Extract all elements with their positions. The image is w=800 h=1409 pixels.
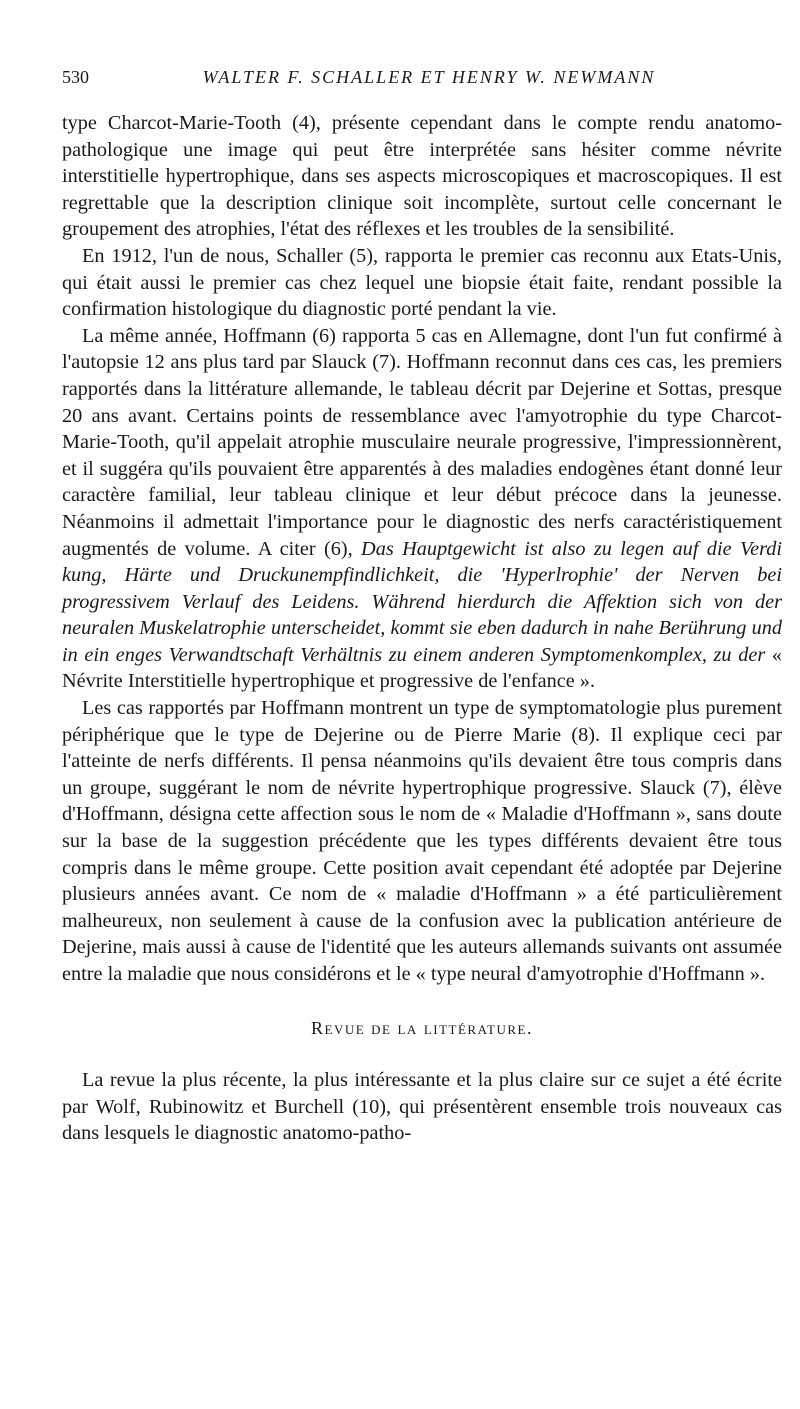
- running-title: WALTER F. SCHALLER ET HENRY W. NEWMANN: [202, 67, 656, 87]
- section-heading: Revue de la littérature.: [311, 1017, 533, 1038]
- article-body: [62, 110, 782, 1147]
- paragraph: En 1912, l'un de nous, Schaller (5), rapporta le premier cas reconnu aux Etats-Unis, qui était aussi le premier cas chez lequel une biopsie était faite, rendant possible la confirmation histologique du diagnostic porté pendant la vie.: [62, 244, 782, 321]
- page-number: 530: [62, 67, 89, 87]
- paragraph-with-quote: [62, 323, 782, 695]
- paragraph-text: La même année, Hoffmann (6) rapporta 5 cas en Allemagne, dont l'un fut confirmé à l'autopsie 12 ans plus tard par Slauck (7). Hoffmann reconnut dans ces cas, les premiers rapportés dans la littérature allemande, le tableau décrit par Dejerine et Sottas, presque 20 ans avant. Certains points de ressemblance avec l'amyotrophie du type Charcot-Marie-Tooth, qu'il appelait atrophie musculaire neurale progressive, l'impressionnèrent, et il suggéra qu'ils pouvaient être apparentés à des maladies endogènes étant donné leur caractère familial, leur tableau clinique et leur début précoce dans la jeunesse. Néanmoins il admettait l'importance pour le diagnostic des nerfs caractéristiquement augmentés de volume. A citer (6),: [62, 324, 782, 560]
- running-header: [62, 66, 726, 88]
- paragraph: Les cas rapportés par Hoffmann montrent un type de symptomatologie plus purement périphérique que le type de Dejerine ou de Pierre Marie (8). Il explique ceci par l'atteinte de nerfs différents. Il pensa néanmoins qu'ils devaient être tous compris dans un groupe, suggérant le nom de névrite hypertrophique progressive. Slauck (7), élève d'Hoffmann, désigna cette affection sous le nom de « Maladie d'Hoffmann », sans doute sur la base de la suggestion précédente que les types différents devaient être tous compris dans le même groupe. Cette position avait cependant été adoptée par Dejerine plusieurs années avant. Ce nom de « maladie d'Hoffmann » a été particulièrement malheureux, non seulement à cause de la confusion avec la publication antérieure de Dejerine, mais aussi à cause de l'identité que les auteurs allemands suivants ont assumée entre la maladie que nous considérons et le « type neural d'amyotrophie d'Hoffmann ».: [62, 697, 782, 985]
- paragraph: La revue la plus récente, la plus intéressante et la plus claire sur ce sujet a été écrite par Wolf, Rubinowitz et Burchell (10), qui présentèrent ensemble trois nouveaux cas dans lesquels le diagnostic anatomo-patho-: [62, 1069, 782, 1145]
- paragraph: type Charcot-Marie-Tooth (4), présente cependant dans le compte rendu anatomo-pathologique une image qui peut être interprétée sans hésiter comme névrite interstitielle hypertrophique, dans ses aspects microscopiques et macroscopiques. Il est regrettable que la description clinique soit incomplète, surtout celle concernant le groupement des atrophies, l'état des réflexes et les troubles de la sensibilité.: [62, 112, 782, 241]
- quote-tail: « Névrite Interstitielle hypertrophique et progressive de l'enfance ».: [62, 643, 782, 693]
- german-quote: Das Hauptgewicht ist also zu legen auf die Verdi kung, Härte und Druckunempfindlichkeit, die 'Hyperlrophie' der Nerven bei progressivem Verlauf des Leidens. Während hierdurch die Affektion sich von der neuralen Muskelatrophie unterscheidet, kommt sie eben dadurch in nahe Berührung und in ein enges Verwandtschaft Verhältnis zu einem anderen Symptomenkomplex, zu der: [62, 537, 782, 666]
